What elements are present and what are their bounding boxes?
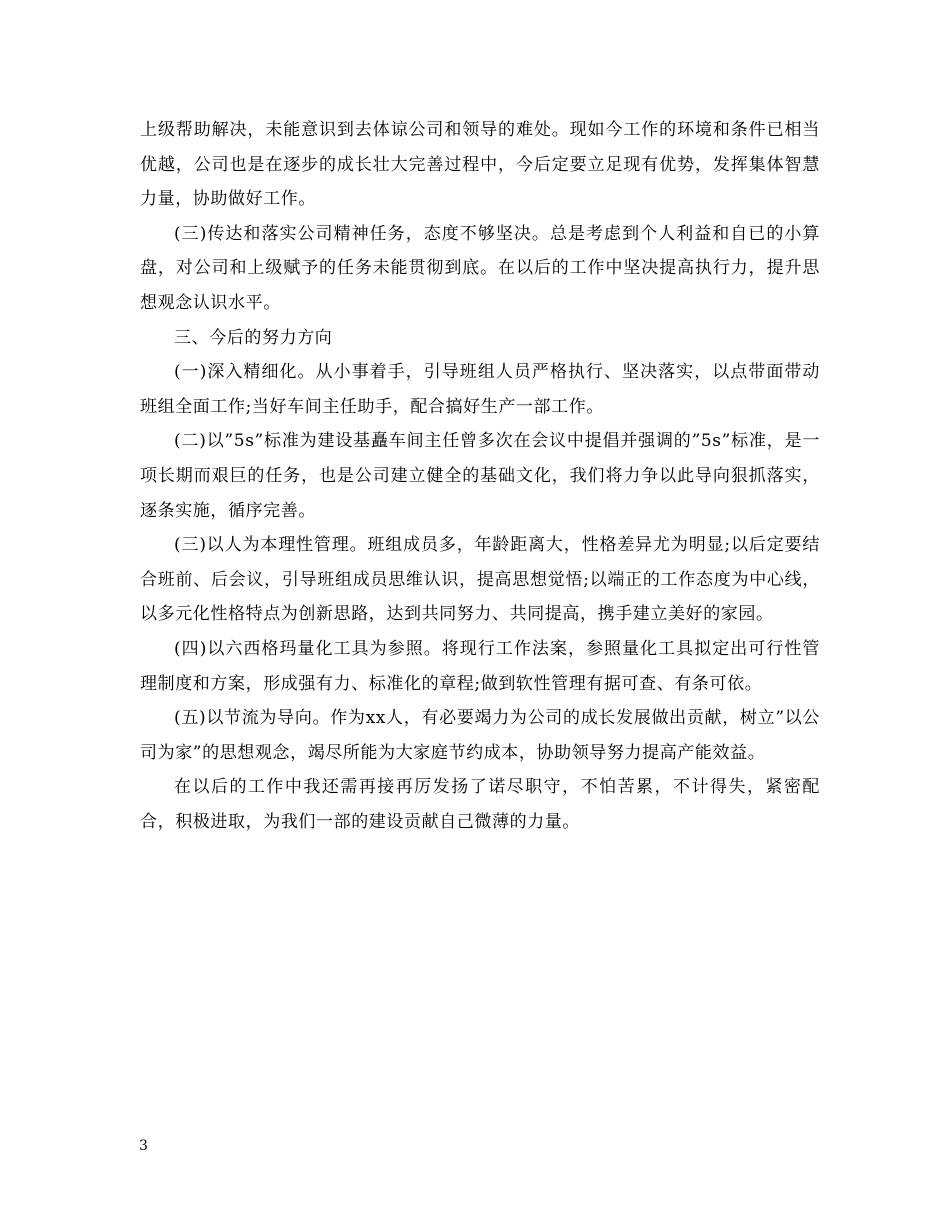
paragraph-item-2-5s-standard: (二)以”5s”标准为建设基矗车间主任曾多次在会议中提倡并强调的”5s”标准，是一项长期而艰巨的任务，也是公司建立健全的基础文化，我们将力争以此导向狠抓落实，逐条实施，循序完善。: [140, 431, 820, 521]
paragraph-item-1-refinement: (一)深入精细化。从小事着手，引导班组人员严格执行、坚决落实，以点带面带动班组全面工作;当好车间主任助手，配合搞好生产一部工作。: [140, 362, 820, 417]
paragraph-item-5-cost-saving: (五)以节流为导向。作为xx人，有必要竭力为公司的成长发展做出贡献，树立”以公司为家”的思想观念，竭尽所能为大家庭节约成本，协助领导努力提高产能效益。: [140, 708, 820, 763]
paragraph-item-3-directives: (三)传达和落实公司精神任务，态度不够坚决。总是考虑到个人利益和自已的小算盘，对公司和上级赋予的任务未能贯彻到底。在以后的工作中坚决提高执行力，提升思想观念认识水平。: [140, 223, 820, 313]
document-body: [140, 113, 820, 839]
paragraph-item-3-people-management: (三)以人为本理性管理。班组成员多，年龄距离大，性格差异尤为明显;以后定要结合班前、后会议，引导班组成员思维认识，提高思想觉悟;以端正的工作态度为中心线，以多元化性格特点为创新思路，达到共同努力、共同提高，携手建立美好的家园。: [140, 535, 820, 625]
page-number: 3: [139, 1138, 148, 1154]
section-heading-future-direction: 三、今后的努力方向: [174, 327, 333, 348]
paragraph-closing: 在以后的工作中我还需再接再厉发扬了诺尽职守，不怕苦累，不计得失，紧密配合，积极进取，为我们一部的建设贡献自己微薄的力量。: [140, 777, 820, 832]
paragraph-item-4-six-sigma: (四)以六西格玛量化工具为参照。将现行工作法案，参照量化工具拟定出可行性管理制度和方案，形成强有力、标准化的章程;做到软性管理有据可查、有条可依。: [140, 638, 820, 694]
paragraph-continuation: 上级帮助解决，未能意识到去体谅公司和领导的难处。现如今工作的环境和条件已相当优越，公司也是在逐步的成长壮大完善过程中，今后定要立足现有优势，发挥集体智慧力量，协助做好工作。: [140, 120, 820, 210]
